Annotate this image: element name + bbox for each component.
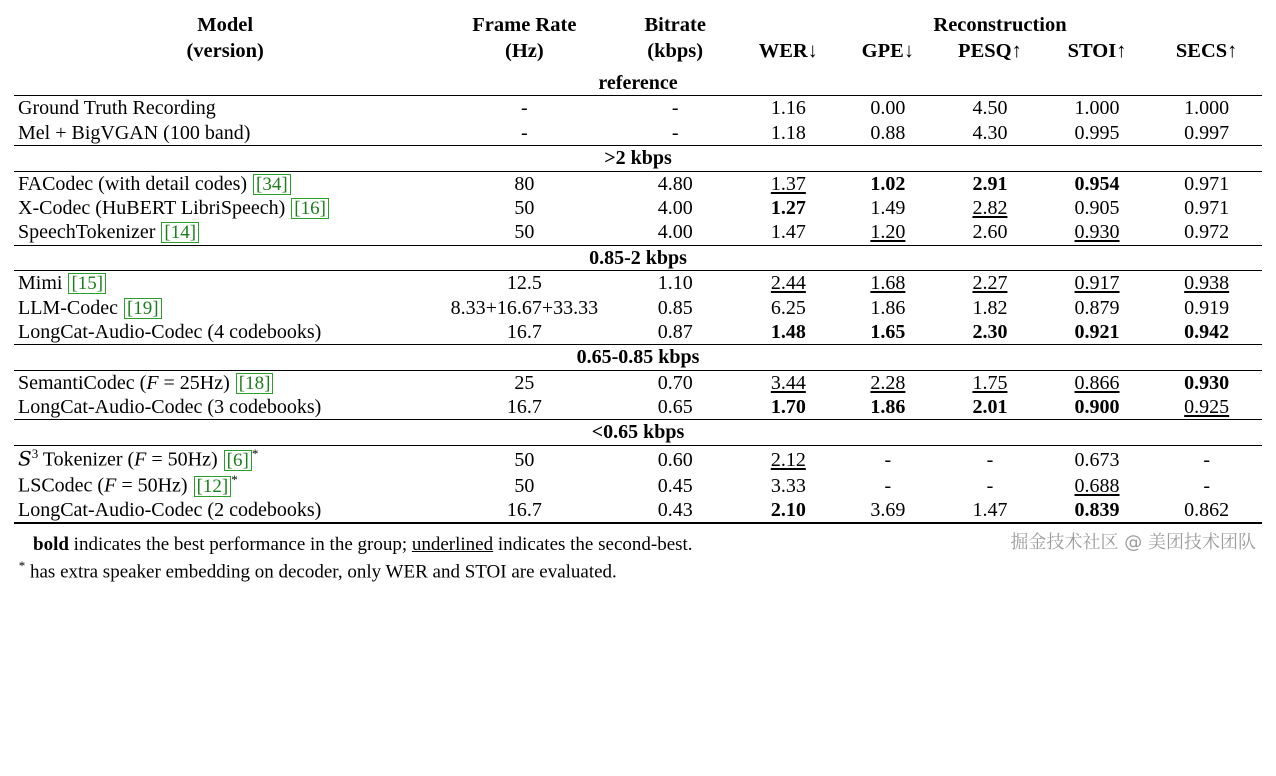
header-wer: WER↓ — [758, 40, 818, 62]
cell-secs: 0.862 — [1151, 498, 1262, 523]
cell-frame-rate: 80 — [514, 172, 535, 195]
cell-pesq: - — [986, 474, 994, 497]
citation-link[interactable]: [19] — [124, 298, 162, 319]
cell-frame-rate: - — [436, 121, 612, 146]
cell-secs: - — [1203, 448, 1210, 471]
results-table — [14, 6, 1262, 524]
cell-pesq: 2.82 — [972, 196, 1008, 219]
cell-secs: 1.000 — [1184, 97, 1230, 120]
cell-bitrate: 1.10 — [657, 272, 693, 295]
cell-model: Ground Truth Recording — [18, 97, 216, 120]
cell-frame-rate: 16.7 — [436, 320, 612, 345]
note-star — [14, 557, 1262, 584]
cell-bitrate: - — [671, 97, 679, 120]
cell-gpe: - — [884, 474, 892, 497]
group-label: >2 kbps — [14, 146, 1262, 171]
cell-secs: 0.930 — [1184, 371, 1230, 394]
table-notes — [14, 532, 1262, 584]
cell-stoi: 0.995 — [1043, 121, 1152, 146]
cell-pesq: 2.30 — [937, 320, 1043, 345]
cell-wer: 1.47 — [738, 220, 839, 245]
table-row — [14, 96, 1262, 121]
citation-link[interactable]: [6] — [224, 450, 252, 471]
note-star-text: has extra speaker embedding on decoder, only WER and STOI are evaluated. — [25, 561, 617, 583]
group-header-row — [14, 146, 1262, 171]
cell-frame-rate: 16.7 — [436, 395, 612, 420]
table-row — [14, 445, 1262, 472]
cell-pesq: 1.47 — [937, 498, 1043, 523]
table-row — [14, 370, 1262, 395]
cell-gpe: 3.69 — [839, 498, 938, 523]
cell-bitrate: 0.70 — [657, 371, 693, 394]
cell-wer: 2.12 — [770, 448, 806, 471]
group-header-row — [14, 345, 1262, 370]
cell-stoi: 0.879 — [1074, 296, 1120, 319]
cell-gpe: 1.68 — [870, 272, 906, 295]
cell-gpe: 1.49 — [870, 196, 906, 219]
cell-gpe: 2.28 — [870, 371, 906, 394]
cell-frame-rate: 12.5 — [506, 272, 542, 295]
cell-stoi: 0.866 — [1074, 371, 1120, 394]
cell-bitrate: 0.87 — [612, 320, 738, 345]
header-secs: SECS↑ — [1175, 40, 1238, 62]
cell-wer: 1.18 — [738, 121, 839, 146]
cell-frame-rate: 16.7 — [436, 498, 612, 523]
cell-stoi: 0.930 — [1043, 220, 1152, 245]
citation-link[interactable]: [16] — [291, 198, 329, 219]
cell-model: SpeechTokenizer [14] — [14, 220, 436, 245]
table-row — [14, 395, 1262, 420]
cell-gpe: 1.86 — [870, 296, 906, 319]
cell-wer: 1.48 — [738, 320, 839, 345]
cell-secs: - — [1203, 474, 1210, 497]
table-row — [14, 171, 1262, 196]
table-row — [14, 121, 1262, 146]
citation-link[interactable]: [34] — [253, 174, 291, 195]
cell-stoi: 0.673 — [1074, 448, 1120, 471]
cell-stoi: 0.839 — [1043, 498, 1152, 523]
table-row — [14, 320, 1262, 345]
header-pesq: PESQ↑ — [958, 40, 1022, 62]
cell-bitrate: 4.00 — [657, 196, 693, 219]
table-row — [14, 472, 1262, 498]
cell-stoi: 0.905 — [1074, 196, 1120, 219]
cell-pesq: 4.50 — [972, 97, 1008, 120]
cell-gpe: - — [884, 448, 892, 471]
cell-frame-rate: 50 — [514, 196, 535, 219]
group-label: reference — [14, 71, 1262, 96]
header-frame-rate: Frame Rate — [472, 14, 577, 36]
table-header-row-2 — [14, 39, 1262, 71]
cell-wer: 3.33 — [770, 474, 806, 497]
table-row — [14, 196, 1262, 220]
table-row — [14, 498, 1262, 523]
cell-wer: 1.70 — [738, 395, 839, 420]
cell-model: X-Codec (HuBERT LibriSpeech) [16] — [14, 196, 436, 220]
cell-secs: 0.925 — [1151, 395, 1262, 420]
cell-secs: 0.997 — [1151, 121, 1262, 146]
cell-wer: 3.44 — [770, 371, 806, 394]
cell-bitrate: 0.43 — [612, 498, 738, 523]
cell-wer: 6.25 — [770, 296, 806, 319]
group-header-row — [14, 420, 1262, 445]
cell-pesq: 2.60 — [937, 220, 1043, 245]
group-label: 0.65-0.85 kbps — [14, 345, 1262, 370]
group-label: <0.65 kbps — [14, 420, 1262, 445]
citation-link[interactable]: [15] — [68, 273, 106, 294]
cell-model: Mel + BigVGAN (100 band) — [14, 121, 436, 146]
cell-secs: 0.919 — [1184, 296, 1230, 319]
header-gpe: GPE↓ — [861, 40, 915, 62]
cell-pesq: 1.75 — [972, 371, 1008, 394]
cell-bitrate: 0.85 — [657, 296, 693, 319]
note-star-symbol: * — [18, 558, 26, 574]
cell-bitrate: 0.60 — [657, 448, 693, 471]
table-row — [14, 271, 1262, 296]
cell-pesq: 2.27 — [972, 272, 1008, 295]
cell-frame-rate: 50 — [514, 474, 535, 497]
cell-stoi: 0.917 — [1074, 272, 1120, 295]
cell-model: LongCat-Audio-Codec (4 codebooks) — [14, 320, 436, 345]
cell-frame-rate: 25 — [514, 371, 535, 394]
cell-model: $S^3$ Tokenizer (F = 50Hz) [6] * — [18, 445, 259, 471]
cell-stoi: 0.900 — [1043, 395, 1152, 420]
group-label: 0.85-2 kbps — [14, 245, 1262, 270]
cell-wer: 2.10 — [738, 498, 839, 523]
note-mid-text: indicates the best performance in the group; — [68, 534, 412, 556]
table-header-row-1 — [14, 6, 1262, 39]
header-model-version: (version) — [186, 40, 264, 62]
cell-secs: 0.942 — [1151, 320, 1262, 345]
cell-wer: 1.27 — [770, 196, 806, 219]
header-frame-rate-unit: (Hz) — [505, 40, 544, 62]
cell-pesq: 1.82 — [972, 296, 1008, 319]
citation-link[interactable]: [18] — [236, 373, 274, 394]
cell-secs: 0.971 — [1184, 172, 1230, 195]
citation-link[interactable]: [12] — [194, 476, 232, 497]
group-header-row — [14, 71, 1262, 96]
cell-wer: 1.16 — [770, 97, 806, 120]
cell-wer: 1.37 — [770, 172, 806, 195]
watermark-text: 掘金技术社区 @ 美团技术团队 — [1010, 532, 1256, 554]
cell-gpe: 1.86 — [839, 395, 938, 420]
cell-model: LSCodec (F = 50Hz) [12] * — [18, 471, 238, 497]
note-bold-word: bold — [33, 534, 69, 556]
cell-pesq: 2.01 — [937, 395, 1043, 420]
cell-secs: 0.971 — [1184, 196, 1230, 219]
note-end-text: indicates the second-best. — [493, 534, 693, 556]
note-underlined-word: underlined — [411, 534, 494, 556]
cell-bitrate: 0.45 — [657, 474, 693, 497]
table-body — [14, 71, 1262, 523]
cell-frame-rate: 50 — [436, 220, 612, 245]
cell-gpe: 1.65 — [839, 320, 938, 345]
cell-gpe: 1.20 — [839, 220, 938, 245]
header-stoi: STOI↑ — [1067, 40, 1127, 62]
cell-bitrate: 4.80 — [657, 172, 693, 195]
header-model: Model — [197, 14, 254, 36]
cell-pesq: 2.91 — [972, 172, 1008, 195]
cell-secs: 0.972 — [1151, 220, 1262, 245]
cell-frame-rate: 8.33+16.67+33.33 — [450, 296, 599, 319]
cell-secs: 0.938 — [1184, 272, 1230, 295]
cell-pesq: - — [986, 448, 994, 471]
cell-gpe: 1.02 — [870, 172, 906, 195]
cell-frame-rate: 50 — [514, 448, 535, 471]
table-row — [14, 220, 1262, 245]
cell-model: LongCat-Audio-Codec (2 codebooks) — [14, 498, 436, 523]
cell-gpe: 0.00 — [870, 97, 906, 120]
header-bitrate: Bitrate — [644, 14, 706, 36]
header-reconstruction: Reconstruction — [933, 14, 1067, 36]
cell-model: LLM-Codec [19] — [14, 296, 436, 320]
citation-link[interactable]: [14] — [161, 222, 199, 243]
cell-wer: 2.44 — [770, 272, 806, 295]
cell-model: LongCat-Audio-Codec (3 codebooks) — [14, 395, 436, 420]
header-bitrate-unit: (kbps) — [647, 40, 704, 62]
cell-stoi: 0.921 — [1043, 320, 1152, 345]
cell-model: Mimi [15] — [14, 271, 436, 296]
cell-frame-rate: - — [521, 97, 528, 120]
cell-stoi: 0.688 — [1074, 474, 1120, 497]
cell-pesq: 4.30 — [937, 121, 1043, 146]
cell-bitrate: - — [612, 121, 738, 146]
cell-stoi: 0.954 — [1074, 172, 1120, 195]
cell-stoi: 1.000 — [1074, 97, 1120, 120]
table-row — [14, 296, 1262, 320]
cell-gpe: 0.88 — [839, 121, 938, 146]
group-header-row — [14, 245, 1262, 270]
cell-bitrate: 4.00 — [612, 220, 738, 245]
cell-bitrate: 0.65 — [612, 395, 738, 420]
cell-model: SemantiCodec (F = 25Hz) [18] — [14, 370, 436, 395]
cell-model: FACodec (with detail codes) [34] — [14, 171, 436, 196]
